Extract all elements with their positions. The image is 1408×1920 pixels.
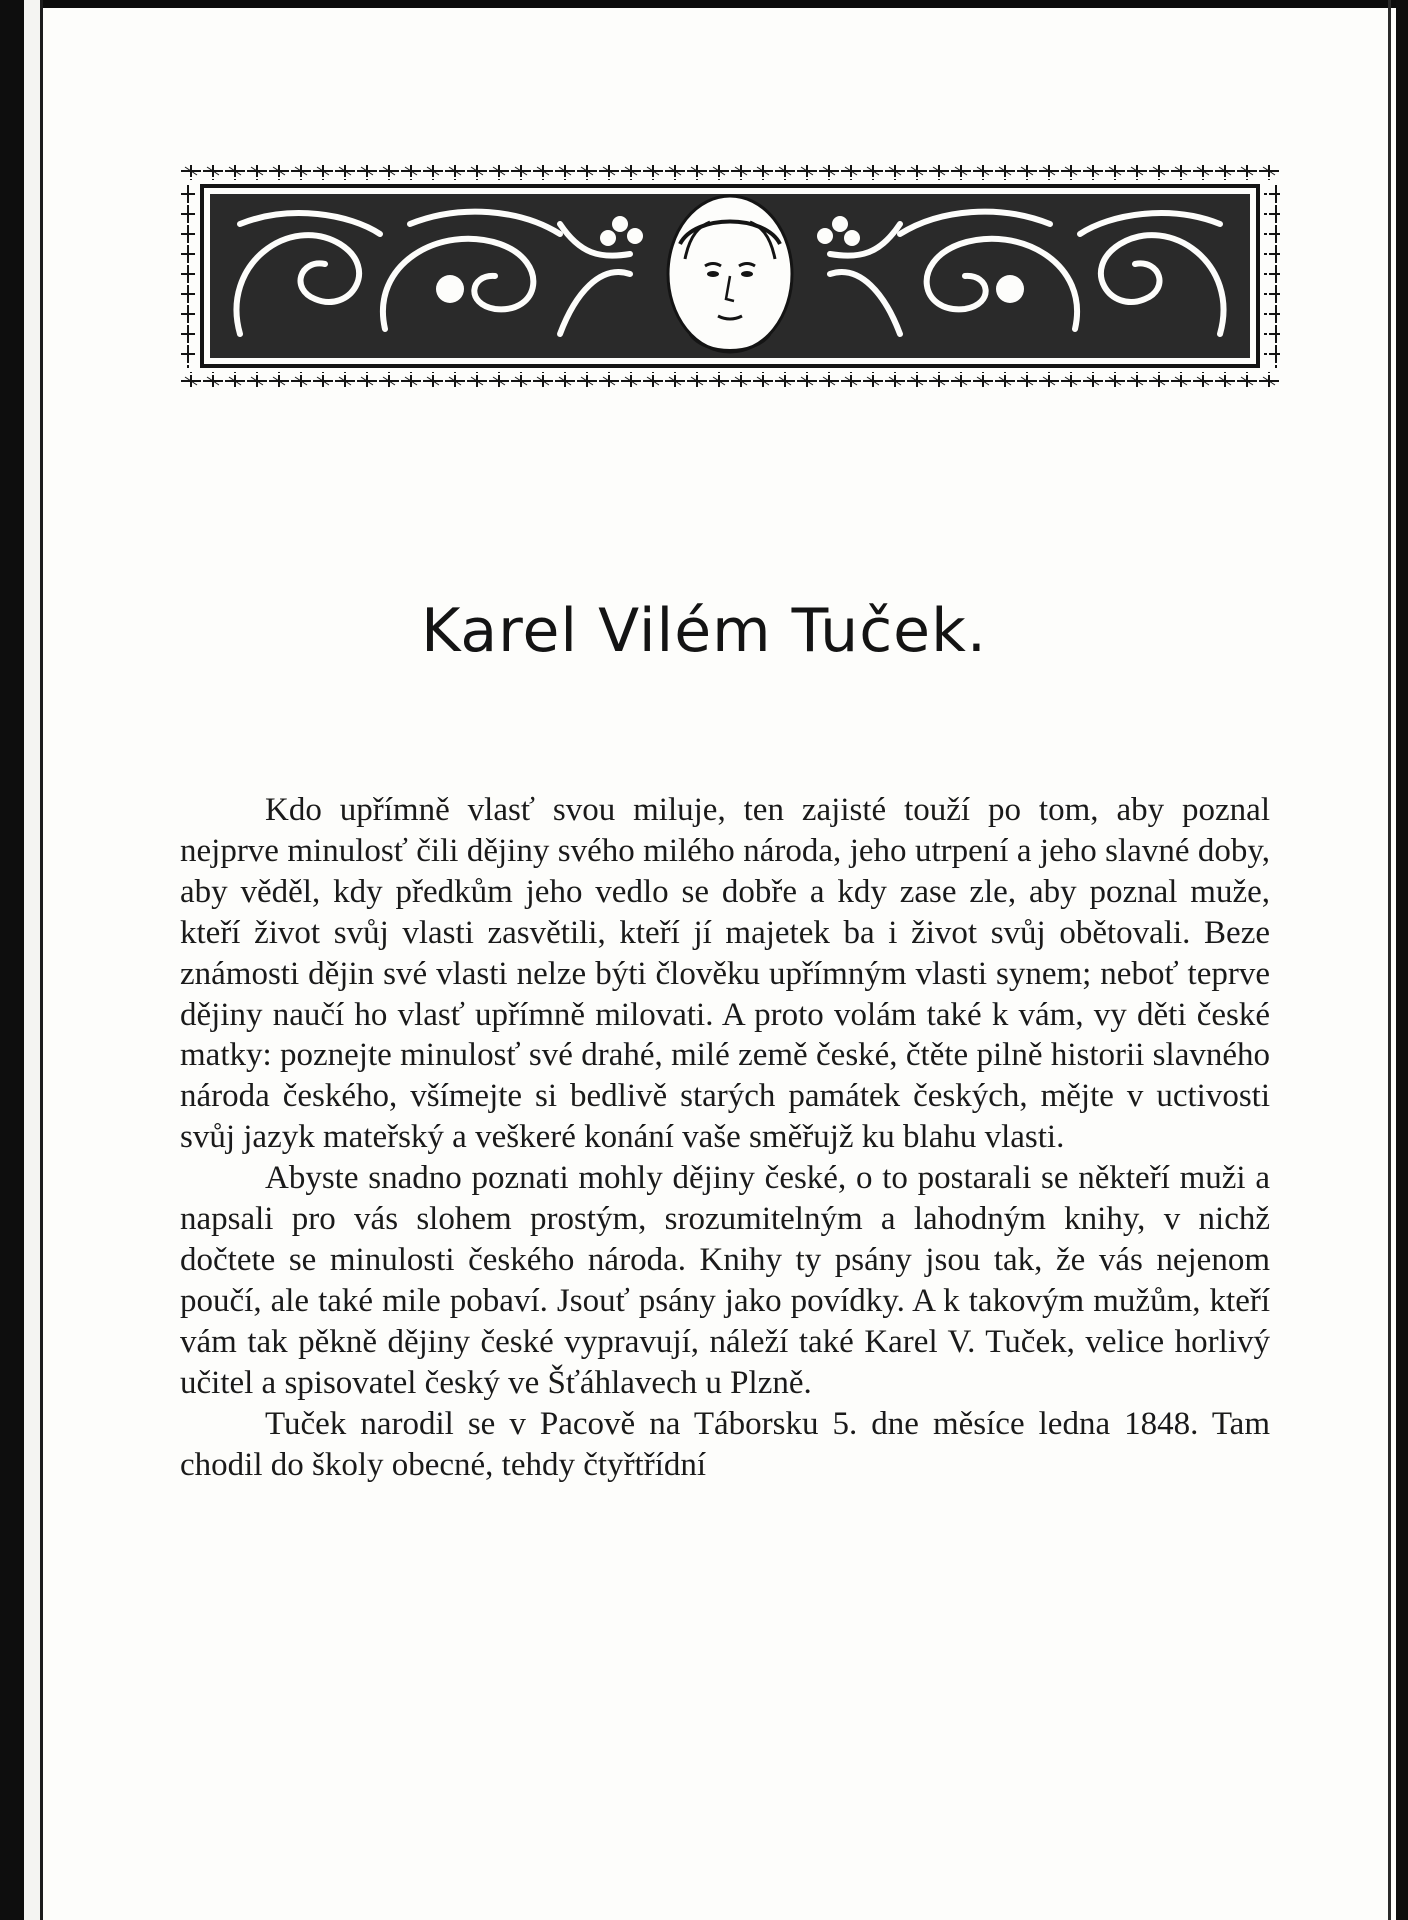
- scan-left-edge: [0, 0, 24, 1920]
- paragraph: Tuček narodil se v Pacově na Táborsku 5. dne měsíce ledna 1848. Tam chodil do školy obecné, tehdy čtyřtřídní: [180, 1405, 1270, 1483]
- page-spine-line: [40, 0, 43, 1920]
- scan-right-edge: [1396, 0, 1408, 1920]
- body-text: [180, 790, 1270, 1485]
- page-right-line: [1388, 0, 1391, 1920]
- decorative-headpiece-with-face-icon: [180, 164, 1280, 390]
- paragraph: Abyste snadno poznati mohly dějiny české, o to postarali se někteří muži a napsali pro vás slohem prostým, srozumitelným a lahodným knihy, v nichž dočtete se minulosti českého národa. Knihy ty psány jsou tak, že vás nejenom poučí, ale také mile pobaví. Jsouť psány jako povídky. A k takovým mužům, kteří vám tak pěkně dějiny české vypravují, náleží také Karel V. Tuček, velice horlivý učitel a spisovatel český ve Šťáhlavech u Plzně.: [180, 1160, 1270, 1401]
- scan-top-edge: [0, 0, 1408, 8]
- scan-left-margin: [24, 0, 40, 1920]
- page-title: Karel Vilém Tuček.: [421, 596, 987, 666]
- paragraph: Kdo upřímně vlasť svou miluje, ten zajisté touží po tom, aby poznal nejprve minulosť čili dějiny svého milého národa, jeho utrpení a jeho slavné doby, aby věděl, kdy předkům jeho vedlo se dobře a kdy zase zle, aby poznal muže, kteří život svůj vlasti zasvětili, kteří jí majetek ba i život svůj obětovali. Beze známosti dějin své vlasti nelze býti člověku upřímným vlasti synem; neboť teprve dějiny naučí ho vlasť upřímně milovati. A proto volám také k vám, vy děti české matky: poznejte minulosť své drahé, milé země české, čtěte pilně historii slavného národa českého, všímejte si bedlivě starých památek českých, mějte v uctivosti svůj jazyk mateřský a veškeré konání vaše směřujž ku blahu vlasti.: [180, 792, 1270, 1156]
